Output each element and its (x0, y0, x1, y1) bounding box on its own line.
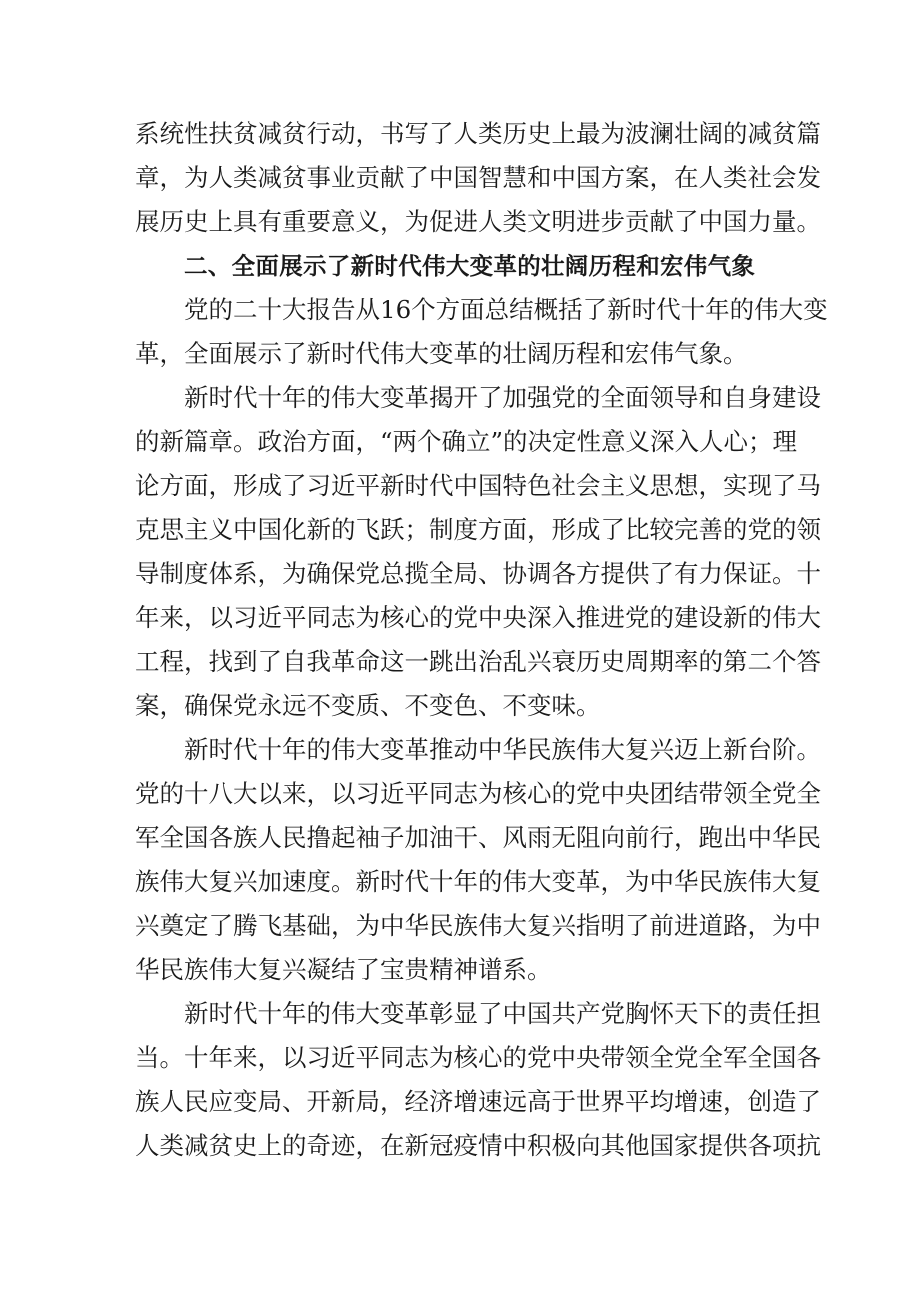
paragraph-line: 新时代十年的伟大变革彰显了中国共产党胸怀天下的责任担 (184, 999, 821, 1028)
paragraph-line: 论方面，形成了习近平新时代中国特色社会主义思想，实现了马 (135, 471, 821, 500)
paragraph-line: 的新篇章。政治方面，“两个确立”的决定性意义深入人心；理 (135, 427, 798, 456)
paragraph-line: 案，确保党永远不变质、不变色、不变味。 (135, 691, 601, 720)
paragraph-line: 兴奠定了腾飞基础，为中华民族伟大复兴指明了前进道路，为中 (135, 911, 821, 940)
paragraph-line: 展历史上具有重要意义，为促进人类文明进步贡献了中国力量。 (135, 207, 821, 236)
paragraph-line: 章，为人类减贫事业贡献了中国智慧和中国方案，在人类社会发 (135, 163, 821, 192)
paragraph-line: 族人民应变局、开新局，经济增速远高于世界平均增速，创造了 (135, 1087, 821, 1116)
paragraph-line: 族伟大复兴加速度。新时代十年的伟大变革，为中华民族伟大复 (135, 867, 821, 896)
paragraph-line: 导制度体系，为确保党总揽全局、协调各方提供了有力保证。十 (135, 559, 821, 588)
paragraph-line: 军全国各族人民撸起袖子加油干、风雨无阻向前行，跑出中华民 (135, 823, 821, 852)
paragraph-line: 新时代十年的伟大变革推动中华民族伟大复兴迈上新台阶。 (184, 735, 821, 764)
section-heading: 二、全面展示了新时代伟大变革的壮阔历程和宏伟气象 (184, 252, 756, 280)
paragraph-line: 党的十八大以来，以习近平同志为核心的党中央团结带领全党全 (135, 779, 821, 808)
paragraph-line: 克思主义中国化新的飞跃；制度方面，形成了比较完善的党的领 (135, 515, 821, 544)
paragraph-line: 新时代十年的伟大变革揭开了加强党的全面领导和自身建设 (184, 383, 821, 412)
paragraph-line: 华民族伟大复兴凝结了宝贵精神谱系。 (135, 955, 552, 984)
paragraph-line: 当。十年来，以习近平同志为核心的党中央带领全党全军全国各 (135, 1043, 821, 1072)
paragraph-line: 革，全面展示了新时代伟大变革的壮阔历程和宏伟气象。 (135, 339, 748, 368)
paragraph-line: 系统性扶贫减贫行动，书写了人类历史上最为波澜壮阔的减贫篇 (135, 119, 821, 148)
paragraph-line: 工程，找到了自我革命这一跳出治乱兴衰历史周期率的第二个答 (135, 647, 821, 676)
paragraph-line: 人类减贫史上的奇迹，在新冠疫情中积极向其他国家提供各项抗 (135, 1131, 821, 1160)
document-body (135, 112, 828, 1168)
paragraph-line: 年来，以习近平同志为核心的党中央深入推进党的建设新的伟大 (135, 603, 821, 632)
paragraph-line: 党的二十大报告从16个方面总结概括了新时代十年的伟大变 (184, 295, 828, 324)
